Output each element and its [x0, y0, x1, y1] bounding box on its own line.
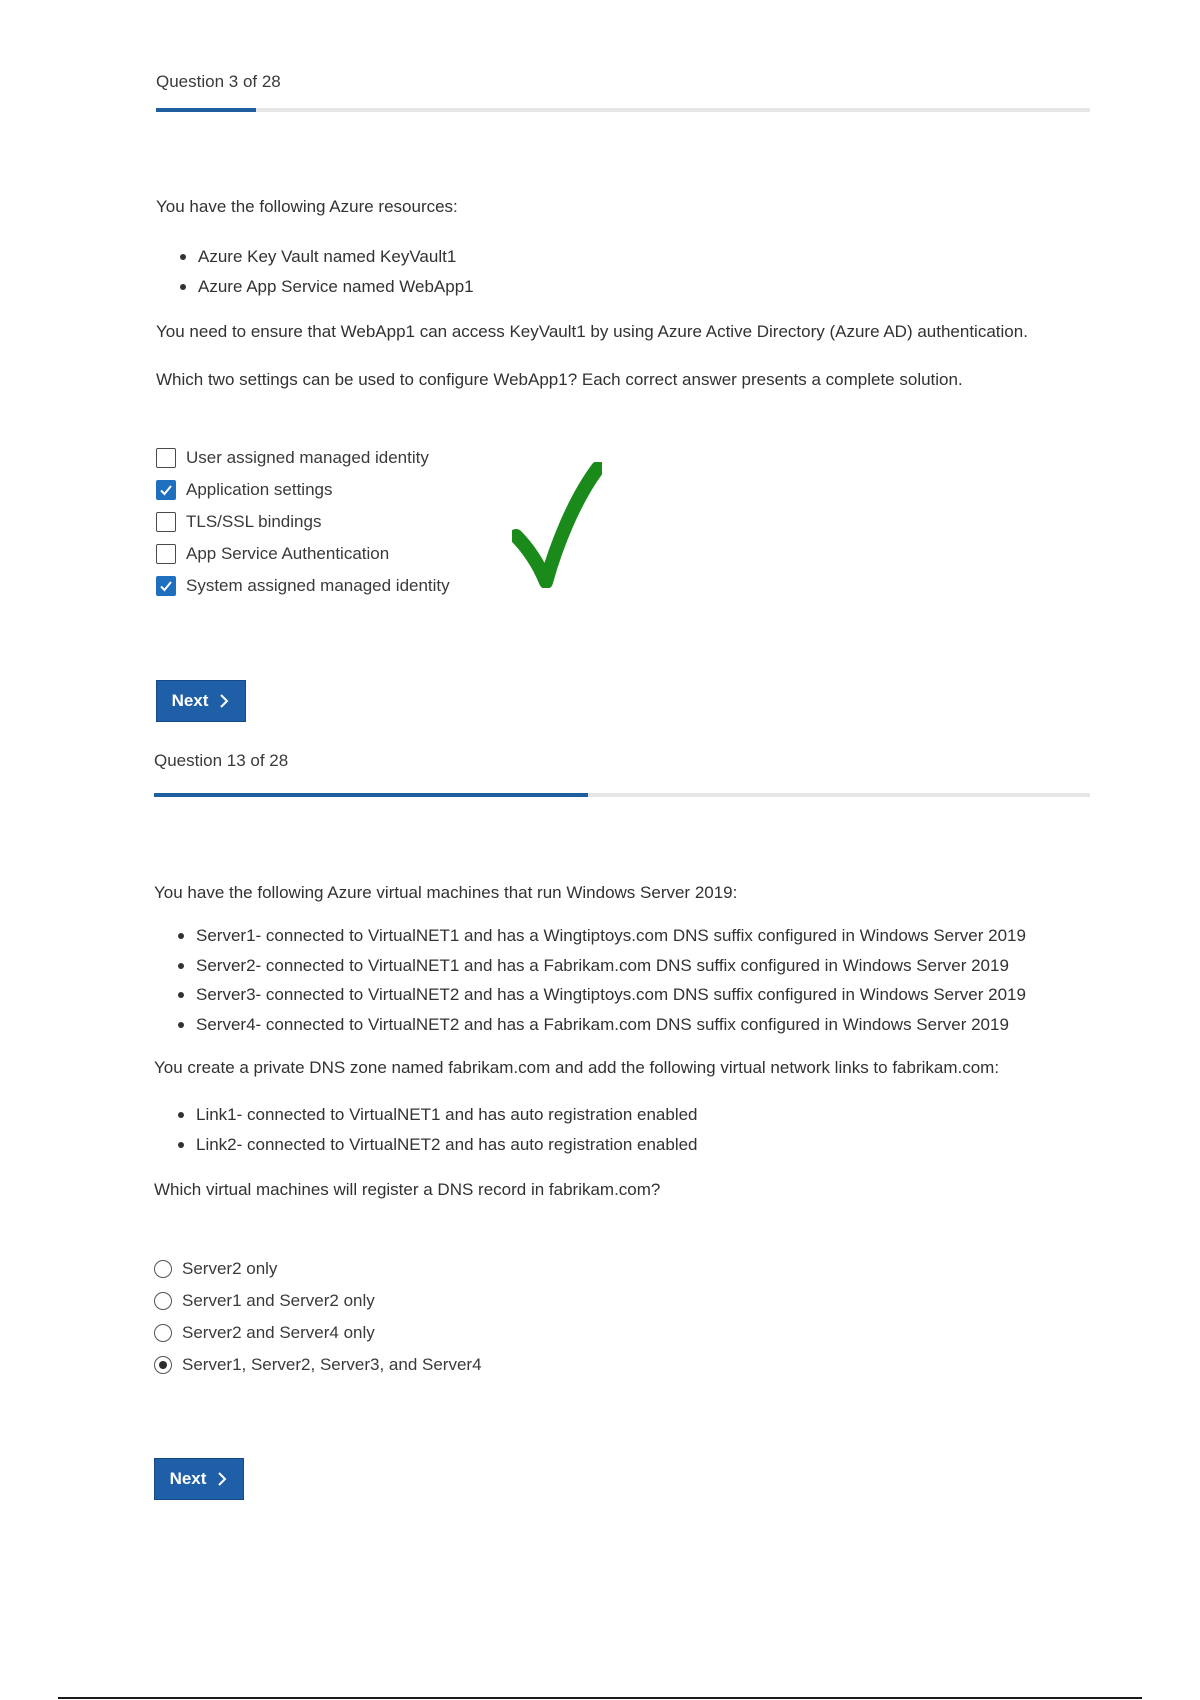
- next-button[interactable]: [154, 1458, 244, 1500]
- checkbox[interactable]: [156, 576, 176, 596]
- question-counter: Question 13 of 28: [154, 751, 289, 770]
- radio-button[interactable]: [154, 1292, 172, 1310]
- page-divider: [58, 1697, 1142, 1699]
- option-label: Application settings: [186, 480, 333, 499]
- option-server2-and-server4-only[interactable]: [154, 1317, 482, 1349]
- option-server2-only[interactable]: [154, 1253, 482, 1285]
- list-item: Azure App Service named WebApp1: [176, 272, 474, 302]
- option-label: Server1, Server2, Server3, and Server4: [182, 1355, 482, 1374]
- option-label: Server2 only: [182, 1259, 278, 1278]
- radio-button[interactable]: [154, 1260, 172, 1278]
- checkbox[interactable]: [156, 544, 176, 564]
- radio-button[interactable]: [154, 1356, 172, 1374]
- check-icon: [159, 483, 173, 497]
- option-all-servers[interactable]: [154, 1349, 482, 1381]
- progress-bar: [154, 793, 1090, 797]
- check-icon: [159, 579, 173, 593]
- server-list: [174, 921, 1026, 1039]
- list-item: Link1- connected to VirtualNET1 and has auto registration enabled: [174, 1100, 698, 1130]
- radio-button[interactable]: [154, 1324, 172, 1342]
- checkbox[interactable]: [156, 480, 176, 500]
- progress-fill: [154, 793, 588, 797]
- question-requirement: You need to ensure that WebApp1 can access KeyVault1 by using Azure Active Directory (Azure AD) authentication.: [156, 322, 1028, 341]
- option-application-settings[interactable]: [156, 474, 450, 506]
- question-prompt: Which virtual machines will register a DNS record in fabrikam.com?: [154, 1180, 661, 1199]
- option-label: Server2 and Server4 only: [182, 1323, 375, 1342]
- list-item: Azure Key Vault named KeyVault1: [176, 242, 474, 272]
- next-button[interactable]: [156, 680, 246, 722]
- option-system-assigned-managed-identity[interactable]: [156, 570, 450, 602]
- list-item: Server3- connected to VirtualNET2 and has a Wingtiptoys.com DNS suffix configured in Windows Server 2019: [174, 980, 1026, 1010]
- option-label: App Service Authentication: [186, 544, 390, 563]
- green-checkmark-icon: [512, 462, 602, 588]
- option-tls-ssl-bindings[interactable]: [156, 506, 450, 538]
- next-button-label: Next: [169, 1469, 207, 1488]
- dns-zone-text: You create a private DNS zone named fabrikam.com and add the following virtual network links to fabrikam.com:: [154, 1058, 1000, 1077]
- resource-list: [176, 242, 474, 301]
- chevron-right-icon: [216, 1471, 228, 1487]
- progress-fill: [156, 108, 256, 112]
- question-counter: Question 3 of 28: [156, 72, 281, 91]
- option-label: TLS/SSL bindings: [186, 512, 322, 531]
- question-intro: You have the following Azure virtual machines that run Windows Server 2019:: [154, 883, 738, 902]
- answer-options: [154, 1253, 482, 1381]
- radio-selected-dot: [159, 1361, 167, 1369]
- question-intro: You have the following Azure resources:: [156, 197, 458, 216]
- answer-options: [156, 442, 450, 602]
- checkbox[interactable]: [156, 448, 176, 468]
- next-button-label: Next: [171, 691, 209, 710]
- chevron-right-icon: [218, 693, 230, 709]
- option-label: User assigned managed identity: [186, 448, 429, 467]
- option-label: System assigned managed identity: [186, 576, 450, 595]
- option-server1-and-server2-only[interactable]: [154, 1285, 482, 1317]
- checkbox[interactable]: [156, 512, 176, 532]
- list-item: Server4- connected to VirtualNET2 and has a Fabrikam.com DNS suffix configured in Windows Server 2019: [174, 1010, 1026, 1040]
- list-item: Link2- connected to VirtualNET2 and has auto registration enabled: [174, 1130, 698, 1160]
- option-label: Server1 and Server2 only: [182, 1291, 375, 1310]
- link-list: [174, 1100, 698, 1159]
- question-prompt: Which two settings can be used to configure WebApp1? Each correct answer presents a complete solution.: [156, 370, 963, 389]
- option-app-service-authentication[interactable]: [156, 538, 450, 570]
- progress-bar: [156, 108, 1090, 112]
- list-item: Server1- connected to VirtualNET1 and has a Wingtiptoys.com DNS suffix configured in Windows Server 2019: [174, 921, 1026, 951]
- list-item: Server2- connected to VirtualNET1 and has a Fabrikam.com DNS suffix configured in Windows Server 2019: [174, 951, 1026, 981]
- option-user-assigned-managed-identity[interactable]: [156, 442, 450, 474]
